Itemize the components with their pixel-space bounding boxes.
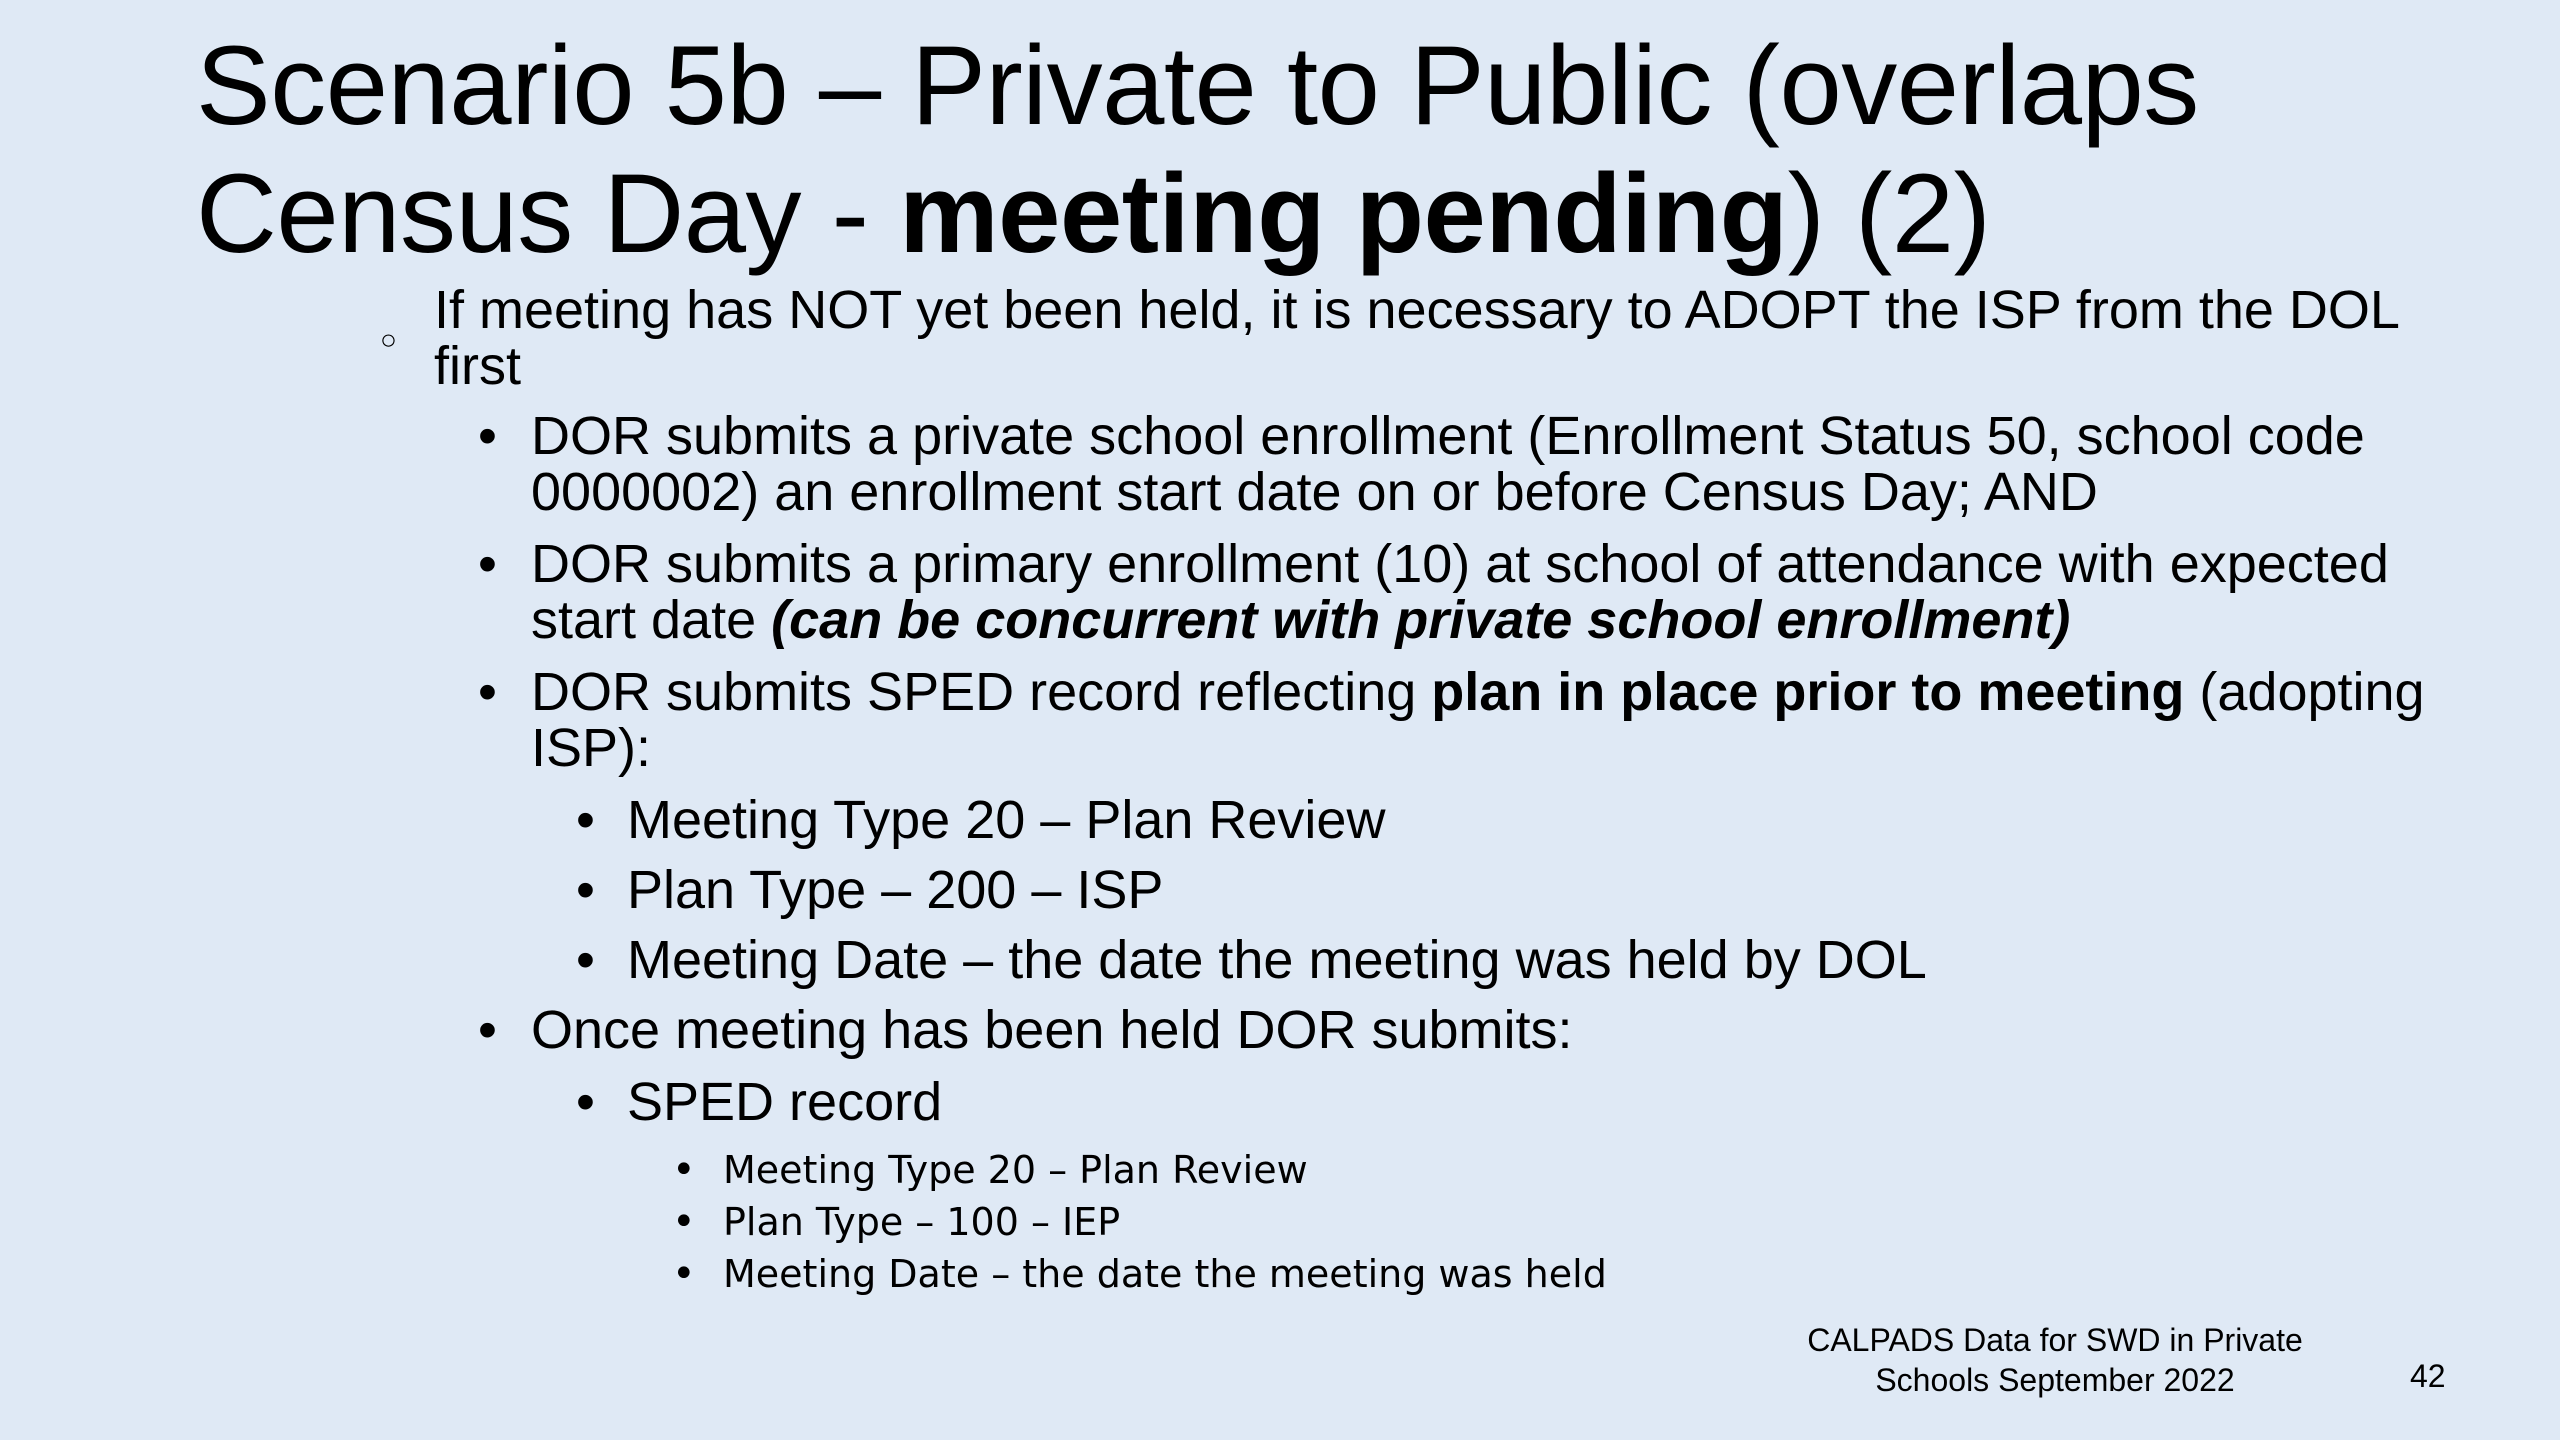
- bullet-icon: •: [576, 790, 595, 850]
- bullet-icon: •: [478, 662, 497, 722]
- bullet-icon: •: [576, 860, 595, 920]
- bullet-icon: •: [478, 406, 497, 466]
- title-text-part2: ) (2): [1787, 151, 1991, 276]
- bullet-icon: •: [672, 1147, 696, 1193]
- bullet-text: DOR submits a primary enrollment (10) at school of attendance with expected start date: [531, 534, 2389, 650]
- slide-content: [0, 282, 2560, 1300]
- bullet-item: [0, 282, 2560, 394]
- bullet-icon: •: [672, 1251, 696, 1297]
- bullet-icon: •: [576, 930, 595, 990]
- sub-bullet-text: Meeting Date – the date the meeting was held by DOL: [627, 930, 1927, 990]
- bullet-item: [0, 408, 2560, 520]
- sub-bullet-item: [0, 1074, 2560, 1130]
- page-number: 42: [2410, 1358, 2446, 1394]
- sub-sub-bullet-item: [0, 1196, 2560, 1248]
- slide-title: [196, 22, 2446, 278]
- sub-bullet-item: [0, 862, 2560, 918]
- sub-bullet-text: Plan Type – 200 – ISP: [627, 860, 1164, 920]
- sub-sub-bullet-item: [0, 1144, 2560, 1196]
- bullet-icon: •: [672, 1199, 696, 1245]
- bullet-item: [0, 536, 2560, 648]
- sub-bullet-item: [0, 792, 2560, 848]
- hollow-bullet-icon: ○: [380, 324, 397, 355]
- bullet-text: DOR submits a private school enrollment (Enrollment Status 50, school code 0000002) an enrollment start date on or before Census Day; AND: [531, 406, 2365, 522]
- bullet-emphasis-text: (can be concurrent with private school enrollment): [771, 590, 2071, 650]
- sub-bullet-item: [0, 932, 2560, 988]
- bullet-icon: •: [478, 534, 497, 594]
- bullet-text: If meeting has NOT yet been held, it is necessary to ADOPT the ISP from the DOL first: [434, 280, 2398, 396]
- bullet-icon: •: [576, 1072, 595, 1132]
- bullet-icon: •: [478, 1000, 497, 1060]
- bullet-text: DOR submits SPED record reflecting: [531, 662, 1432, 722]
- sub-sub-bullet-text: Meeting Type 20 – Plan Review: [723, 1148, 1308, 1192]
- sub-bullet-text: SPED record: [627, 1072, 943, 1132]
- bullet-item: [0, 664, 2560, 776]
- sub-sub-bullet-item: [0, 1248, 2560, 1300]
- sub-bullet-text: Meeting Type 20 – Plan Review: [627, 790, 1386, 850]
- title-text-part1: Scenario 5b – Private to Public (overlaps Census Day -: [196, 23, 2199, 276]
- bullet-item: [0, 1002, 2560, 1058]
- slide-footer: CALPADS Data for SWD in Private Schools September 2022: [1807, 1322, 2303, 1398]
- bullet-text: (adopting ISP):: [531, 662, 2425, 778]
- bullet-bold-text: plan in place prior to meeting: [1431, 662, 2185, 722]
- bullet-text: Once meeting has been held DOR submits:: [531, 1000, 1573, 1060]
- sub-sub-bullet-text: Plan Type – 100 – IEP: [723, 1200, 1121, 1244]
- sub-sub-bullet-text: Meeting Date – the date the meeting was held: [723, 1252, 1607, 1296]
- title-text-bold: meeting pending: [899, 151, 1788, 276]
